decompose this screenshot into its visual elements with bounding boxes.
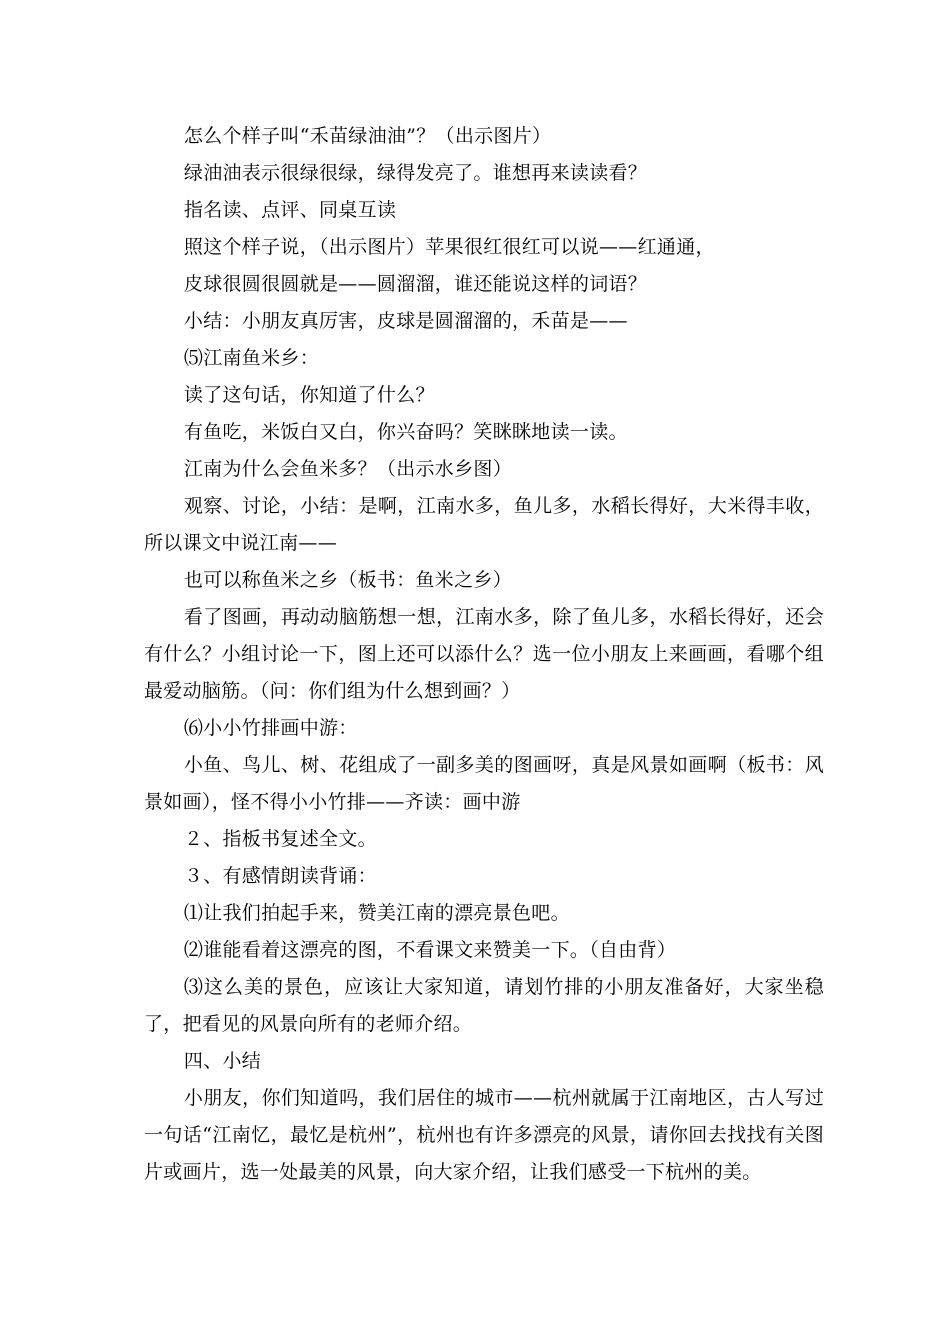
paragraph-21: 四、小结 xyxy=(183,1050,262,1072)
paragraph-12: 也可以称鱼米之乡（板书：鱼米之乡） xyxy=(183,569,512,591)
paragraph-6: 小结：小朋友真厉害，皮球是圆溜溜的，禾苗是—— xyxy=(183,310,628,332)
paragraph-1: 怎么个样子叫“禾苗绿油油”？（出示图片） xyxy=(183,125,552,147)
paragraph-15: 小鱼、鸟儿、树、花组成了一副多美的图画呀，真是风景如画啊（板书：风景如画），怪不得小小竹排——齐读：画中游 xyxy=(144,754,824,813)
paragraph-22: 小朋友，你们知道吗，我们居住的城市——杭州就属于江南地区，古人写过一句话“江南忆，最忆是杭州”，杭州也有许多漂亮的风景，请你回去找找有关图片或画片，选一处最美的风景，向大家介绍，让我们感受一下杭州的美。 xyxy=(144,1087,824,1183)
paragraph-14: ⑹小小竹排画中游： xyxy=(183,717,358,739)
paragraph-10: 江南为什么会鱼米多？（出示水乡图） xyxy=(183,458,512,480)
paragraph-4: 照这个样子说，（出示图片）苹果很红很红可以说——红通通， xyxy=(183,236,715,258)
paragraph-16: ２、指板书复述全文。 xyxy=(183,828,377,850)
paragraph-5: 皮球很圆很圆就是——圆溜溜，谁还能说这样的词语？ xyxy=(183,273,648,295)
paragraph-3: 指名读、点评、同桌互读 xyxy=(183,199,397,221)
paragraph-17: ３、有感情朗读背诵： xyxy=(183,865,377,887)
paragraph-20: ⑶这么美的景色，应该让大家知道，请划竹排的小朋友准备好，大家坐稳了，把看见的风景向所有的老师介绍。 xyxy=(144,976,824,1035)
paragraph-19: ⑵谁能看着这漂亮的图，不看课文来赞美一下。（自由背） xyxy=(183,939,677,961)
paragraph-9: 有鱼吃，米饭白又白，你兴奋吗？笑眯眯地读一读。 xyxy=(183,421,628,443)
paragraph-13: 看了图画，再动动脑筋想一想，江南水多，除了鱼儿多，水稻长得好，还会有什么？小组讨论一下，图上还可以添什么？选一位小朋友上来画画，看哪个组最爱动脑筋。（问：你们组为什么想到画？） xyxy=(144,606,824,702)
paragraph-2: 绿油油表示很绿很绿，绿得发亮了。谁想再来读读看？ xyxy=(183,162,648,184)
paragraph-18: ⑴让我们拍起手来，赞美江南的漂亮景色吧。 xyxy=(183,902,570,924)
paragraph-11: 观察、讨论，小结：是啊，江南水多，鱼儿多，水稻长得好，大米得丰收，所以课文中说江南—— xyxy=(144,495,824,554)
paragraph-8: 读了这句话，你知道了什么？ xyxy=(183,384,435,406)
paragraph-7: ⑸江南鱼米乡： xyxy=(183,347,319,369)
document-body xyxy=(144,118,824,1191)
